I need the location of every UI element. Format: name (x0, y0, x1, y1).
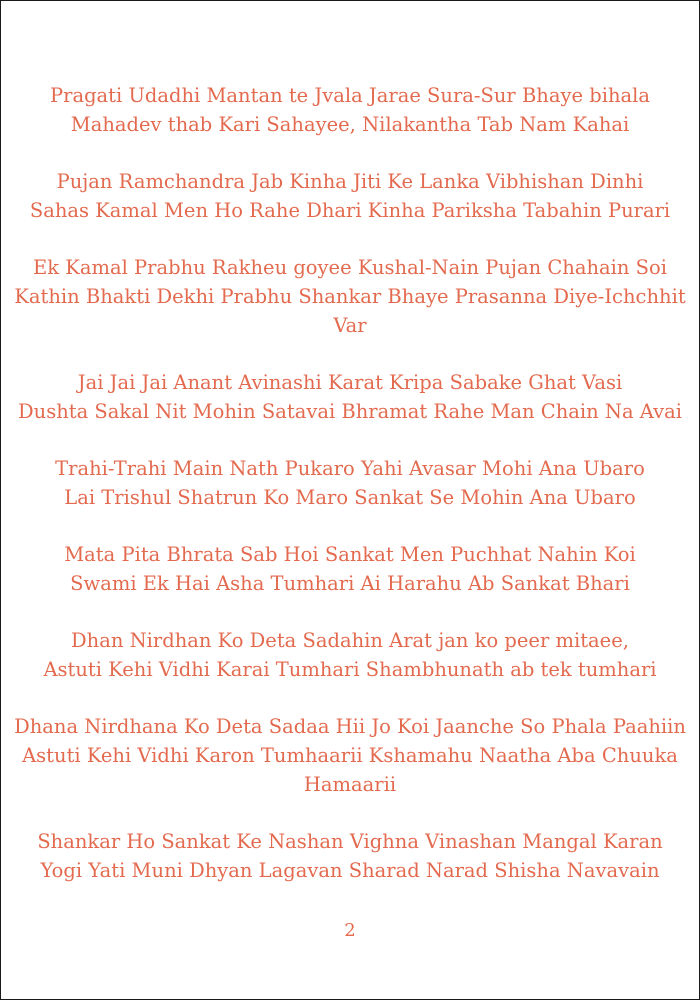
verse-line: Pragati Udadhi Mantan te Jvala Jarae Sura-Sur Bhaye bihala (50, 84, 650, 107)
verse-line: Astuti Kehi Vidhi Karai Tumhari Shambhunath ab tek tumhari (43, 658, 657, 681)
stanza-2 (1, 167, 699, 225)
verse-line: Dhana Nirdhana Ko Deta Sadaa Hii Jo Koi Jaanche So Phala Paahiin (14, 715, 686, 738)
stanza-1 (1, 81, 699, 139)
stanza-3 (1, 253, 699, 340)
verse-line: Trahi-Trahi Main Nath Pukaro Yahi Avasar Mohi Ana Ubaro (55, 457, 645, 480)
verse-line: Yogi Yati Muni Dhyan Lagavan Sharad Narad Shisha Navavain (40, 859, 660, 882)
stanza-5 (1, 454, 699, 512)
verse-line: Ek Kamal Prabhu Rakheu goyee Kushal-Nain Pujan Chahain Soi (33, 256, 667, 279)
verse-line: Sahas Kamal Men Ho Rahe Dhari Kinha Pariksha Tabahin Purari (29, 199, 671, 222)
verse-line: Kathin Bhakti Dekhi Prabhu Shankar Bhaye Prasanna Diye-Ichchhit Var (14, 285, 686, 337)
page-number: 2 (344, 920, 356, 941)
verse-line: Mahadev thab Kari Sahayee, Nilakantha Tab Nam Kahai (70, 113, 630, 136)
stanza-7 (1, 626, 699, 684)
stanza-8 (1, 712, 699, 799)
verse-line: Astuti Kehi Vidhi Karon Tumhaarii Kshamahu Naatha Aba Chuuka Hamaarii (22, 744, 678, 796)
verse-line: Pujan Ramchandra Jab Kinha Jiti Ke Lanka Vibhishan Dinhi (56, 170, 644, 193)
verse-line: Shankar Ho Sankat Ke Nashan Vighna Vinashan Mangal Karan (37, 830, 663, 853)
verse-line: Jai Jai Jai Anant Avinashi Karat Kripa Sabake Ghat Vasi (77, 371, 623, 394)
stanza-4 (1, 368, 699, 426)
verse-line: Swami Ek Hai Asha Tumhari Ai Harahu Ab Sankat Bhari (70, 572, 630, 595)
verse-block (1, 81, 699, 913)
verse-line: Lai Trishul Shatrun Ko Maro Sankat Se Mohin Ana Ubaro (64, 486, 636, 509)
stanza-6 (1, 540, 699, 598)
verse-line: Mata Pita Bhrata Sab Hoi Sankat Men Puchhat Nahin Koi (64, 543, 636, 566)
verse-line: Dushta Sakal Nit Mohin Satavai Bhramat Rahe Man Chain Na Avai (18, 400, 682, 423)
verse-line: Dhan Nirdhan Ko Deta Sadahin Arat jan ko peer mitaee, (71, 629, 629, 652)
stanza-9 (1, 827, 699, 885)
